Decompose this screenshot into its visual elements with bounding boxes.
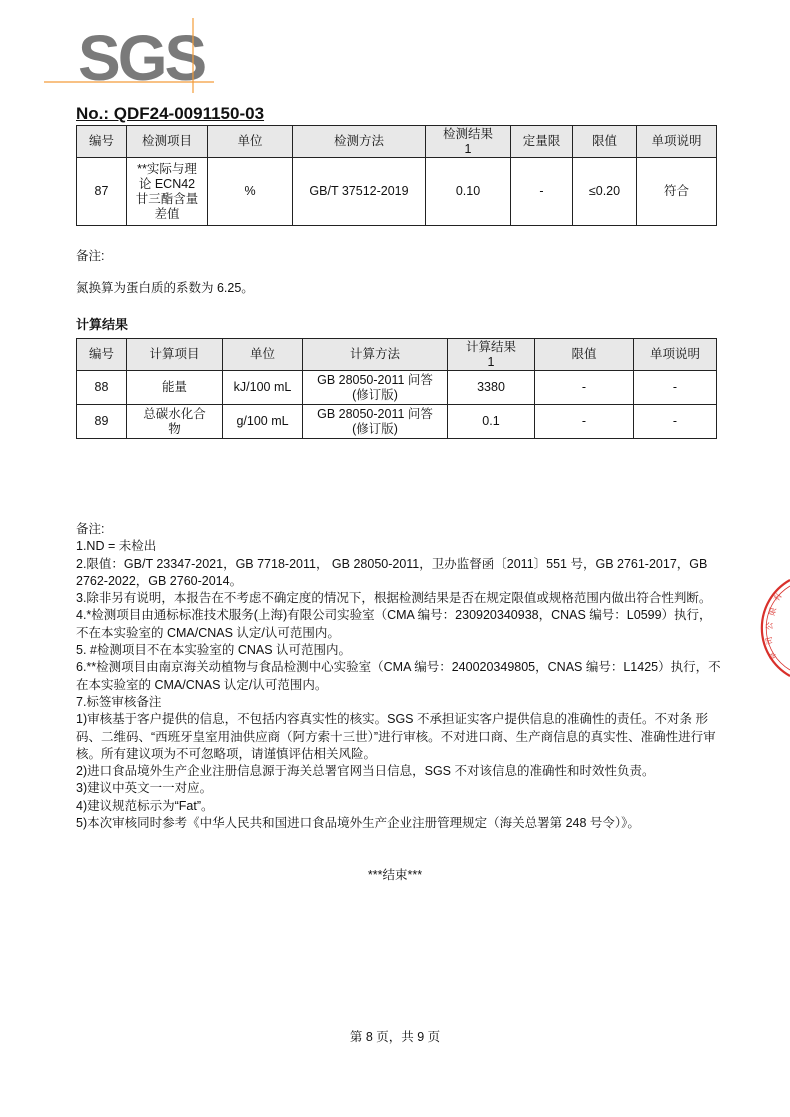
calc-results-table — [76, 338, 717, 439]
col-header-no: 编号 — [77, 126, 127, 158]
remark-line: 1.ND = 未检出 — [76, 539, 157, 554]
cell-desc: - — [634, 405, 717, 439]
col-header-result: 检测结果 1 — [426, 126, 511, 158]
cell-item: **实际与理 论 ECN42 甘三酯含量 差值 — [127, 158, 208, 226]
col-header-unit: 单位 — [223, 339, 303, 371]
remark-line: 2)进口食品境外生产企业注册信息源于海关总署官网当日信息，SGS 不对该信息的准确性和时效性负责。 — [76, 764, 655, 779]
remark-line: 7.标签审核备注 — [76, 694, 162, 709]
cell-method: GB/T 37512-2019 — [293, 158, 426, 226]
report-number: No.: QDF24-0091150-03 — [76, 104, 265, 123]
cell-desc: - — [634, 371, 717, 405]
cell-method: GB 28050-2011 问答 (修订版) — [303, 405, 448, 439]
test-results-table — [76, 125, 717, 226]
col-header-method: 计算方法 — [303, 339, 448, 371]
svg-text:限: 限 — [767, 606, 779, 617]
col-header-limit: 限值 — [535, 339, 634, 371]
remark-line: 2.限值：GB/T 23347-2021，GB 7718-2011， GB 28050-2011，卫办监督函〔2011〕551 号，GB 2761-2017，GB 2762-2022，GB 2760-2014。 — [76, 556, 708, 588]
page-number: 第 8 页，共 9 页 — [349, 1030, 441, 1044]
note-label: 备注: — [76, 249, 105, 263]
col-header-loq: 定量限 — [511, 126, 573, 158]
remark-line: 1)审核基于客户提供的信息，不包括内容真实性的核实。SGS 不承担证实客户提供信息的准确性的责任。不对条 形码、二维码、“西班牙皇室用油供应商（阿方索十三世）”进行审核。不对进口商、生产商信息的真实性、准确性进行审核。所有建议项为不可忽略项，请谨慎评估相关风险。 — [76, 712, 716, 761]
remark-line: 6.**检测项目由南京海关动植物与食品检测中心实验室（CMA 编号：240020349805，CNAS 编号：L1425）执行，不在本实验室的 CMA/CNAS 认定/认可范围内。 — [76, 660, 721, 692]
cell-result: 0.1 — [448, 405, 535, 439]
col-header-limit: 限值 — [573, 126, 637, 158]
seal-stamp — [764, 578, 790, 678]
remark-line: 4.*检测项目由通标标准技术服务(上海)有限公司实验室（CMA 编号：230920340938，CNAS 编号：L0599）执行，不在本实验室的 CMA/CNAS 认定/认可范围内。 — [76, 608, 712, 640]
col-header-item: 检测项目 — [127, 126, 208, 158]
cell-limit: ≤0.20 — [573, 158, 637, 226]
col-header-method: 检测方法 — [293, 126, 426, 158]
cell-unit: g/100 mL — [223, 405, 303, 439]
end-mark: ***结束*** — [367, 868, 423, 882]
col-header-desc: 单项说明 — [637, 126, 717, 158]
table-row — [77, 158, 717, 226]
cell-item: 总碳水化合 物 — [127, 405, 223, 439]
cell-unit: % — [208, 158, 293, 226]
cell-item: 能量 — [127, 371, 223, 405]
table-header-row — [77, 339, 717, 371]
remark-line: 5)本次审核同时参考《中华人民共和国进口食品境外生产企业注册管理规定（海关总署第 248 号令）》。 — [76, 816, 640, 831]
cell-no: 89 — [77, 405, 127, 439]
remarks-section — [76, 521, 721, 832]
note-text: 氮换算为蛋白质的系数为 6.25。 — [76, 281, 254, 295]
svg-text:章: 章 — [766, 650, 779, 662]
cell-loq: - — [511, 158, 573, 226]
svg-text:司: 司 — [764, 635, 775, 646]
col-header-unit: 单位 — [208, 126, 293, 158]
sgs-logo — [44, 18, 214, 93]
cell-limit: - — [535, 405, 634, 439]
cell-no: 87 — [77, 158, 127, 226]
cell-unit: kJ/100 mL — [223, 371, 303, 405]
remark-line: 3.除非另有说明，本报告在不考虑不确定度的情况下，根据检测结果是否在规定限值或规格范围内做出符合性判断。 — [76, 591, 712, 606]
remark-line: 备注: — [76, 522, 105, 536]
svg-text:公: 公 — [765, 622, 774, 630]
remark-line: 5. #检测项目不在本实验室的 CNAS 认可范围内。 — [76, 643, 352, 658]
cell-no: 88 — [77, 371, 127, 405]
svg-text:SGS: SGS — [78, 22, 205, 94]
svg-text:有: 有 — [771, 591, 784, 603]
cell-result: 0.10 — [426, 158, 511, 226]
col-header-desc: 单项说明 — [634, 339, 717, 371]
table-row — [77, 405, 717, 439]
table-row — [77, 371, 717, 405]
cell-method: GB 28050-2011 问答 (修订版) — [303, 371, 448, 405]
col-header-result: 计算结果 1 — [448, 339, 535, 371]
remark-line: 4)建议规范标示为“Fat”。 — [76, 798, 214, 813]
col-header-no: 编号 — [77, 339, 127, 371]
calc-section-title: 计算结果 — [76, 317, 129, 332]
cell-limit: - — [535, 371, 634, 405]
col-header-item: 计算项目 — [127, 339, 223, 371]
cell-result: 3380 — [448, 371, 535, 405]
cell-desc: 符合 — [637, 158, 717, 226]
table-header-row — [77, 126, 717, 158]
remark-line: 3)建议中英文一一对应。 — [76, 781, 213, 796]
